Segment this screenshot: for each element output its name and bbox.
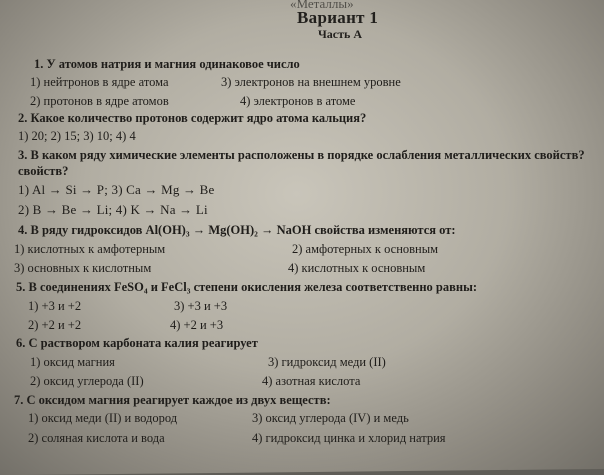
q6-option-3: 3) гидроксид меди (II): [268, 355, 386, 369]
q1-option-4: 4) электронов в атоме: [240, 94, 356, 108]
question-3: 3. В каком ряду химические элементы расположены в порядке ослабления металлических свойств?: [18, 148, 585, 162]
question-2: 2. Какое количество протонов содержит ядро атома кальция?: [18, 111, 367, 125]
q6-option-4: 4) азотная кислота: [262, 374, 361, 388]
q1-option-3: 3) электронов на внешнем уровне: [221, 75, 401, 89]
q5-option-3: 3) +3 и +3: [174, 299, 228, 313]
q5-option-2: 2) +2 и +2: [28, 318, 82, 332]
q1-option-2: 2) протонов в ядре атомов: [30, 94, 169, 108]
question-4: 4. В ряду гидроксидов Al(OH)₃ → Mg(OH)₂ → NaOH свойства изменяются от:: [18, 223, 456, 237]
q3-options-row-2: 2) B → Be → Li; 4) K → Na → Li: [18, 202, 208, 217]
q7-option-1: 1) оксид меди (II) и водород: [28, 411, 178, 425]
q5-option-4: 4) +2 и +3: [170, 318, 224, 332]
q6-option-1: 1) оксид магния: [30, 355, 115, 369]
question-1: 1. У атомов натрия и магния одинаковое число: [34, 57, 300, 71]
question-7: 7. С оксидом магния реагирует каждое из двух веществ:: [14, 393, 331, 407]
q6-option-2: 2) оксид углерода (II): [30, 374, 144, 388]
question-3-cont: свойств?: [18, 164, 69, 178]
q3-options-row-1: 1) Al → Si → P; 3) Ca → Mg → Be: [18, 182, 215, 197]
top-strip-title: «Металлы»: [290, 0, 354, 11]
part-title: Часть А: [318, 27, 363, 41]
q1-option-1: 1) нейтронов в ядре атома: [30, 75, 169, 89]
q4-option-4: 4) кислотных к основным: [288, 261, 426, 275]
q7-option-4: 4) гидроксид цинка и хлорид натрия: [252, 431, 446, 445]
question-5: 5. В соединениях FeSO₄ и FeCl₃ степени окисления железа соответственно равны:: [16, 280, 478, 294]
q4-option-3: 3) основных к кислотным: [14, 261, 152, 275]
q4-option-2: 2) амфотерных к основным: [292, 242, 439, 256]
question-6: 6. С раствором карбоната калия реагирует: [16, 336, 258, 350]
q4-option-1: 1) кислотных к амфотерным: [14, 242, 166, 256]
q7-option-2: 2) соляная кислота и вода: [28, 431, 165, 445]
q2-options: 1) 20; 2) 15; 3) 10; 4) 4: [18, 129, 136, 143]
q5-option-1: 1) +3 и +2: [28, 299, 82, 313]
q7-option-3: 3) оксид углерода (IV) и медь: [252, 411, 409, 425]
variant-title: Вариант 1: [297, 8, 379, 27]
